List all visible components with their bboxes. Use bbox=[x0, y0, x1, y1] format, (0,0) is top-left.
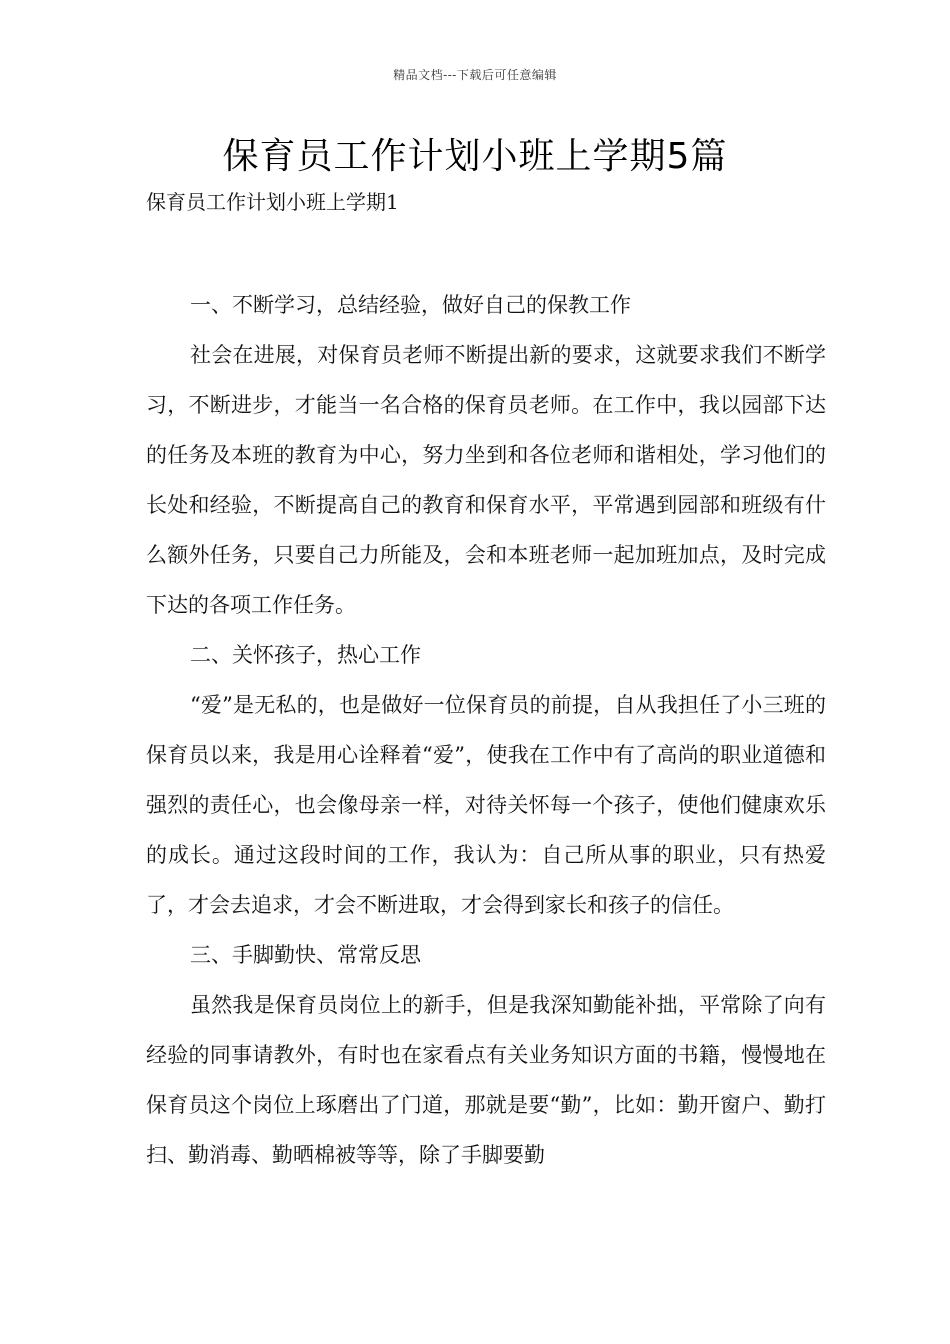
document-title: 保育员工作计划小班上学期5篇 bbox=[222, 136, 728, 177]
document-body bbox=[146, 280, 826, 1180]
header-note: 精品文档---下载后可任意编辑 bbox=[393, 68, 557, 82]
section-heading-1: 一、不断学习，总结经验，做好自己的保教工作 bbox=[190, 293, 631, 317]
section-paragraph-1: 社会在进展，对保育员老师不断提出新的要求，这就要求我们不断学习，不断进步，才能当一名合格的保育员老师。在工作中，我以园部下达的任务及本班的教育为中心，努力坐到和各位老师和谐相处，学习他们的长处和经验，不断提高自己的教育和保育水平，平常遇到园部和班级有什么额外任务，只要自己力所能及，会和本班老师一起加班加点，及时完成下达的各项工作任务。 bbox=[146, 343, 826, 617]
section-heading-2: 二、关怀孩子，热心工作 bbox=[190, 643, 421, 667]
section-paragraph-2: “爱”是无私的，也是做好一位保育员的前提，自从我担任了小三班的保育员以来，我是用心诠释着“爱”，使我在工作中有了高尚的职业道德和强烈的责任心，也会像母亲一样，对待关怀每一个孩子，使他们健康欢乐的成长。通过这段时间的工作，我认为：自己所从事的职业，只有热爱了，才会去追求，才会不断进取，才会得到家长和孩子的信任。 bbox=[146, 693, 826, 917]
section-paragraph-3: 虽然我是保育员岗位上的新手，但是我深知勤能补拙，平常除了向有经验的同事请教外，有时也在家看点有关业务知识方面的书籍，慢慢地在保育员这个岗位上琢磨出了门道，那就是要“勤”，比如：勤开窗户、勤打扫、勤消毒、勤晒棉被等等，除了手脚要勤 bbox=[146, 993, 826, 1167]
document-subtitle: 保育员工作计划小班上学期1 bbox=[146, 190, 399, 214]
section-heading-3: 三、手脚勤快、常常反思 bbox=[190, 943, 421, 967]
